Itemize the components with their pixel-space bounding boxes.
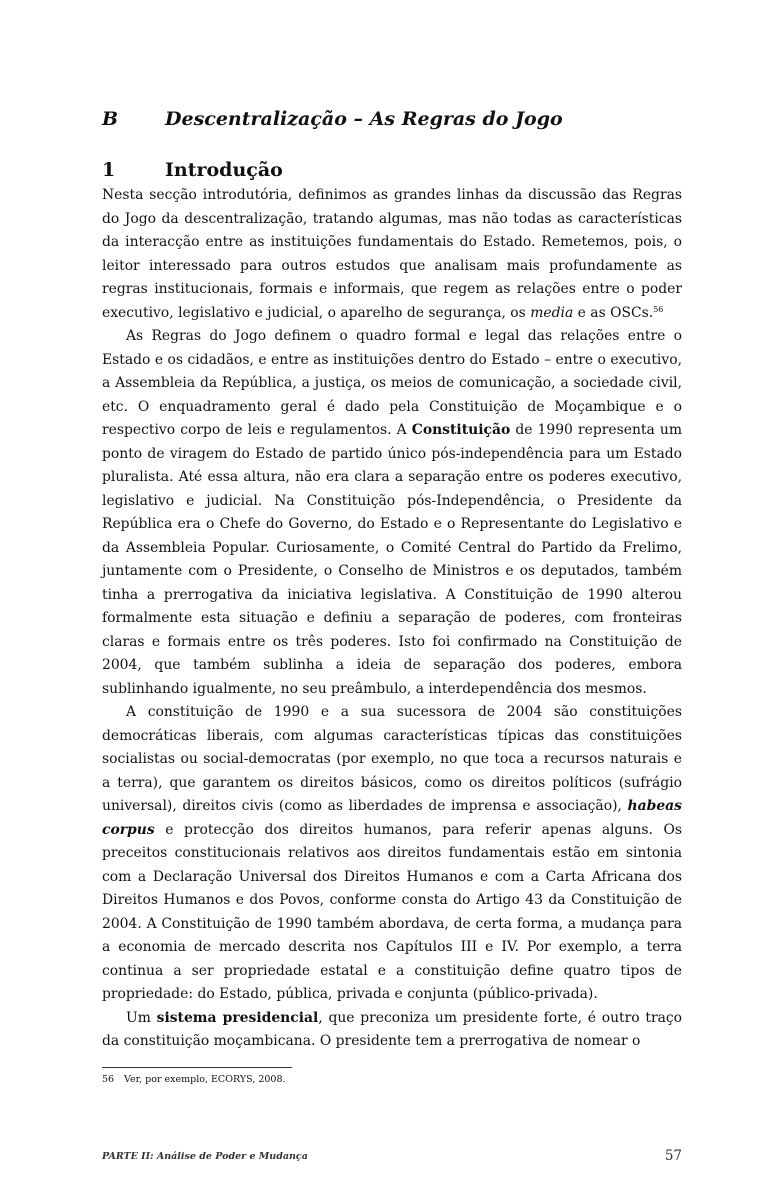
body-text: [102, 184, 682, 1054]
paragraph-3-text-a: A constituição de 1990 e a sua sucessora de 2004 são constituições democráticas liberais, com algumas características típicas das constituições socialistas ou social-democratas (por exemplo, no que toca a recursos naturais e a terra), que garantem os direitos básicos, como os direitos políticos (sufrágio universal), direitos civis (como as liberdades de imprensa e associação),: [102, 704, 682, 814]
footnote-divider: [102, 1067, 292, 1068]
subsection-number: 1: [102, 159, 116, 181]
habeas-corpus-term: habeas corpus: [102, 798, 682, 838]
running-footer-title: PARTE II: Análise de Poder e Mudança: [102, 1151, 308, 1162]
page-number: 57: [664, 1148, 682, 1164]
paragraph-2-text-a: As Regras do Jogo definem o quadro formal e legal das relações entre o Estado e os cidadãos, e entre as instituições dentro do Estado – entre o executivo, a Assembleia da República, a justiça, os meios de comunicação, a sociedade civil, etc. O enquadramento geral é dado pela Constituição de Moçambique e o respectivo corpo de leis e regulamentos. A: [102, 328, 682, 438]
footnote: [102, 1073, 682, 1087]
constituicao-term: Constituição: [411, 422, 511, 438]
media-term: media: [530, 304, 574, 321]
paragraph-4-text-b: , que preconiza um presidente forte, é outro traço da constituição moçambicana. O presidente tem a prerrogativa de nomear o: [102, 1009, 683, 1049]
paragraph-4-text-a: Um: [126, 1009, 157, 1026]
paragraph-2: [102, 325, 682, 701]
paragraph-1-text: Nesta secção introdutória, definimos as grandes linhas da discussão das Regras do Jogo da descentralização, tratando algumas, mas não todas as características da interacção entre as instituições fundamentais do Estado. Remetemos, pois, o leitor interessado para outros estudos que analisam mais profundamente as regras institucionais, formais e informais, que regem as relações entre o poder executivo, legislativo e judicial, o aparelho de segurança, os: [102, 187, 682, 321]
sistema-presidencial-term: sistema presidencial: [156, 1009, 319, 1026]
footnote-reference: 56: [653, 304, 664, 314]
subsection-heading: [102, 159, 682, 187]
paragraph-4: [102, 1007, 682, 1054]
footnote-number: 56: [102, 1074, 115, 1085]
section-letter: B: [102, 108, 119, 130]
paragraph-2-text-b: de 1990 representa um ponto de viragem do Estado de partido único pós-independência para um Estado pluralista. Até essa altura, não era clara a separação entre os poderes executivo, legislativo e judicial. Na Constituição pós-Independência, o Presidente da República era o Chefe do Governo, do Estado e o Representante do Legislativo e da Assembleia Popular. Curiosamente, o Comité Central do Partido da Frelimo, juntamente com o Presidente, o Conselho de Ministros e os deputados, também tinha a prerrogativa da iniciativa legislativa. A Constituição de 1990 alterou formalmente esta situação e definiu a separação de poderes, com fronteiras claras e formais entre os três poderes. Isto foi confirmado na Constituição de 2004, que também sublinha a ideia de separação dos poderes, embora sublinhando igualmente, no seu preâmbulo, a interdependência dos mesmos.: [102, 422, 682, 697]
paragraph-1-end: e as OSCs.: [573, 304, 654, 321]
footnote-text: Ver, por exemplo, ECORYS, 2008.: [124, 1074, 286, 1085]
paragraph-1: [102, 184, 682, 325]
subsection-title: Introdução: [165, 159, 283, 181]
paragraph-3-text-b: e protecção dos direitos humanos, para referir apenas alguns. Os preceitos constitucionais relativos aos direitos fundamentais estão em sintonia com a Declaração Universal dos Direitos Humanos e com a Carta Africana dos Direitos Humanos e dos Povos, conforme consta do Artigo 43 da Constituição de 2004. A Constituição de 1990 também abordava, de certa forma, a mudança para a economia de mercado descrita nos Capítulos III e IV. Por exemplo, a terra continua a ser propriedade estatal e a constituição define quatro tipos de propriedade: do Estado, pública, privada e conjunta (público-privada).: [102, 821, 682, 1002]
paragraph-3: [102, 701, 682, 1007]
section-heading: [102, 108, 682, 138]
section-title: Descentralização – As Regras do Jogo: [165, 108, 563, 130]
